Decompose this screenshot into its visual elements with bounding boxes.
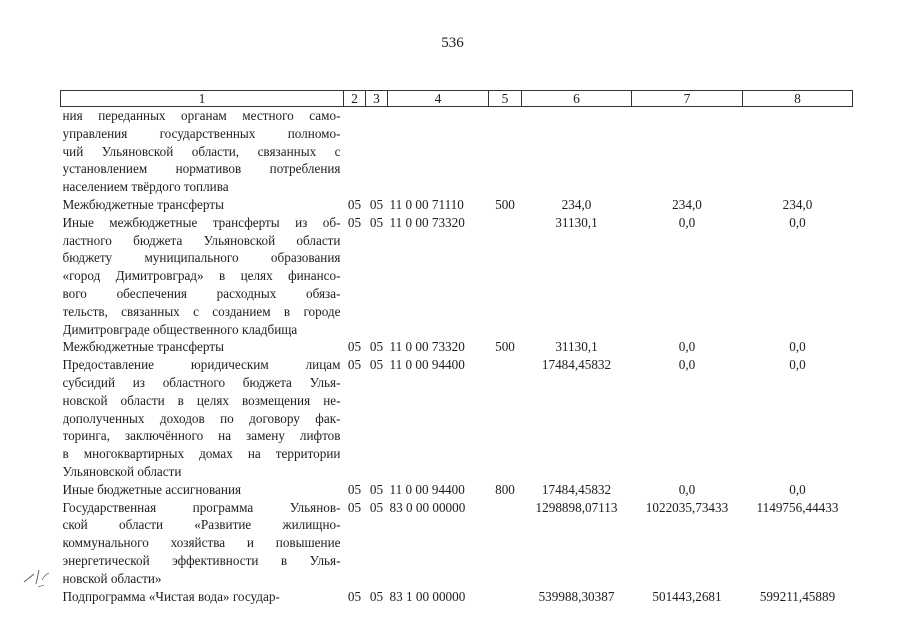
row-value-col6: 17484,45832 xyxy=(541,357,612,373)
row-name-line: ластного бюджета Ульяновской области xyxy=(62,232,341,248)
row-vr: 500 xyxy=(495,196,515,212)
row-name-line: ния переданных органам местного само- xyxy=(62,108,341,123)
row-value-col7: 234,0 xyxy=(672,196,702,212)
row-value-col7: 0,0 xyxy=(678,481,696,497)
row-name xyxy=(61,214,344,339)
row-name-line: управления государственных полномо- xyxy=(62,125,341,141)
row-name-line: новской области в целях возмещения не- xyxy=(62,392,341,408)
row-name-line: Предоставление юридическим лицам xyxy=(62,357,341,373)
row-vr xyxy=(489,588,522,606)
row-csr: 11 0 00 73320 xyxy=(389,339,465,355)
table-body xyxy=(61,107,853,606)
row-name xyxy=(61,588,344,606)
row-name-line: новской области» xyxy=(62,570,162,586)
row-name xyxy=(61,499,344,588)
row-name-line: Государственная программа Ульянов- xyxy=(62,499,341,515)
row-vr: 800 xyxy=(495,481,515,497)
row-value-col8: 0,0 xyxy=(789,357,806,373)
header-col-4: 4 xyxy=(388,91,489,107)
row-pr: 05 xyxy=(369,588,384,604)
row-value-col7: 0,0 xyxy=(678,357,696,373)
row-csr xyxy=(388,107,489,196)
row-pr: 05 xyxy=(369,481,384,497)
row-name-line: Подпрограмма «Чистая вода» государ- xyxy=(62,588,280,604)
budget-table-sheet xyxy=(60,90,852,605)
row-name-line: вого обеспечения расходных обяза- xyxy=(62,285,341,301)
row-name-line: бюджету муниципального образования xyxy=(62,250,341,266)
row-pr: 05 xyxy=(369,214,384,230)
row-rz: 05 xyxy=(347,588,362,604)
row-name xyxy=(61,196,344,214)
row-name-line: торинга, заключённого на замену лифтов xyxy=(62,428,341,444)
row-value-col8: 1149756,44433 xyxy=(756,499,839,515)
row-name-line: Ульяновской области xyxy=(62,463,182,479)
table-row xyxy=(61,338,853,356)
row-name xyxy=(61,107,344,196)
table-row xyxy=(61,588,853,606)
row-csr: 11 0 00 94400 xyxy=(389,357,465,373)
row-value-col6: 1298898,07113 xyxy=(535,499,618,515)
table-row xyxy=(61,214,853,339)
row-rz: 05 xyxy=(347,214,362,230)
row-vr xyxy=(489,214,522,339)
row-csr: 11 0 00 73320 xyxy=(389,214,465,230)
row-name-line: энергетической эффективности в Улья- xyxy=(62,552,341,568)
row-value-col7: 1022035,73433 xyxy=(645,499,729,515)
row-name-line: ской области «Развитие жилищно- xyxy=(62,517,341,533)
table-row xyxy=(61,481,853,499)
row-value-col8: 599211,45889 xyxy=(759,588,836,604)
header-col-5: 5 xyxy=(489,91,522,107)
row-name-line: «город Димитровград» в целях финансо- xyxy=(62,268,341,284)
row-name-line: Иные бюджетные ассигнования xyxy=(62,481,242,497)
row-value-col6: 539988,30387 xyxy=(538,588,615,604)
row-name-line: тельств, связанных с созданием в городе xyxy=(62,303,341,319)
page-number: 536 xyxy=(441,35,464,51)
row-value-col6: 31130,1 xyxy=(555,214,598,230)
row-name-line: субсидий из областного бюджета Улья- xyxy=(62,374,341,390)
row-name-line: населением твёрдого топлива xyxy=(62,179,229,195)
row-pr: 05 xyxy=(369,196,384,212)
row-vr xyxy=(489,356,522,481)
row-name-line: Димитровграде общественного кладбища xyxy=(62,321,298,337)
row-value-col6: 31130,1 xyxy=(555,339,598,355)
row-vr xyxy=(489,107,522,196)
row-vr: 500 xyxy=(495,339,515,355)
row-rz: 05 xyxy=(347,481,362,497)
header-col-7: 7 xyxy=(632,91,743,107)
row-name-line: коммунального хозяйства и повышение xyxy=(62,535,341,551)
row-vr xyxy=(489,499,522,588)
header-col-1: 1 xyxy=(61,91,344,107)
header-col-3: 3 xyxy=(366,91,388,107)
budget-table xyxy=(60,90,853,605)
row-value-col7: 0,0 xyxy=(678,214,696,230)
table-row xyxy=(61,499,853,588)
row-name xyxy=(61,481,344,499)
row-pr: 05 xyxy=(369,339,384,355)
table-row xyxy=(61,196,853,214)
row-value-col7: 501443,2681 xyxy=(652,588,722,604)
pen-marks-scribble xyxy=(22,560,58,590)
row-rz: 05 xyxy=(347,357,362,373)
row-name-line: чий Ульяновской области, связанных с xyxy=(62,143,341,159)
row-value-col8: 0,0 xyxy=(789,339,806,355)
row-value-col8: 234,0 xyxy=(782,196,813,212)
row-rz: 05 xyxy=(347,339,362,355)
row-value-col6: 17484,45832 xyxy=(541,481,612,497)
row-name-line: Межбюджетные трансферты xyxy=(62,196,224,212)
table-header xyxy=(61,91,853,107)
row-rz: 05 xyxy=(347,196,362,212)
header-row xyxy=(61,91,853,107)
row-value-col7 xyxy=(632,107,743,196)
row-name-line: Иные межбюджетные трансферты из об- xyxy=(62,214,341,230)
row-rz xyxy=(344,107,366,196)
row-value-col8: 0,0 xyxy=(789,481,806,497)
row-name-line: дополученных доходов по договору фак- xyxy=(62,410,341,426)
row-name xyxy=(61,338,344,356)
table-row xyxy=(61,356,853,481)
row-pr xyxy=(366,107,388,196)
row-value-col7: 0,0 xyxy=(678,339,696,355)
row-value-col8 xyxy=(743,107,853,196)
header-col-2: 2 xyxy=(344,91,366,107)
row-csr: 11 0 00 94400 xyxy=(389,481,465,497)
row-csr: 11 0 00 71110 xyxy=(389,196,464,212)
row-name-line: установлением нормативов потребления xyxy=(62,161,341,177)
row-name xyxy=(61,356,344,481)
row-rz: 05 xyxy=(347,499,362,515)
table-row xyxy=(61,107,853,196)
row-value-col8: 0,0 xyxy=(789,214,806,230)
row-pr: 05 xyxy=(369,499,384,515)
row-csr: 83 0 00 00000 xyxy=(389,499,466,515)
row-csr: 83 1 00 00000 xyxy=(389,588,466,604)
row-name-line: в многоквартирных домах на территории xyxy=(62,446,341,462)
row-value-col6: 234,0 xyxy=(561,196,592,212)
row-pr: 05 xyxy=(369,357,384,373)
row-name-line: Межбюджетные трансферты xyxy=(62,339,224,355)
header-col-8: 8 xyxy=(743,91,853,107)
header-col-6: 6 xyxy=(522,91,632,107)
row-value-col6 xyxy=(522,107,632,196)
